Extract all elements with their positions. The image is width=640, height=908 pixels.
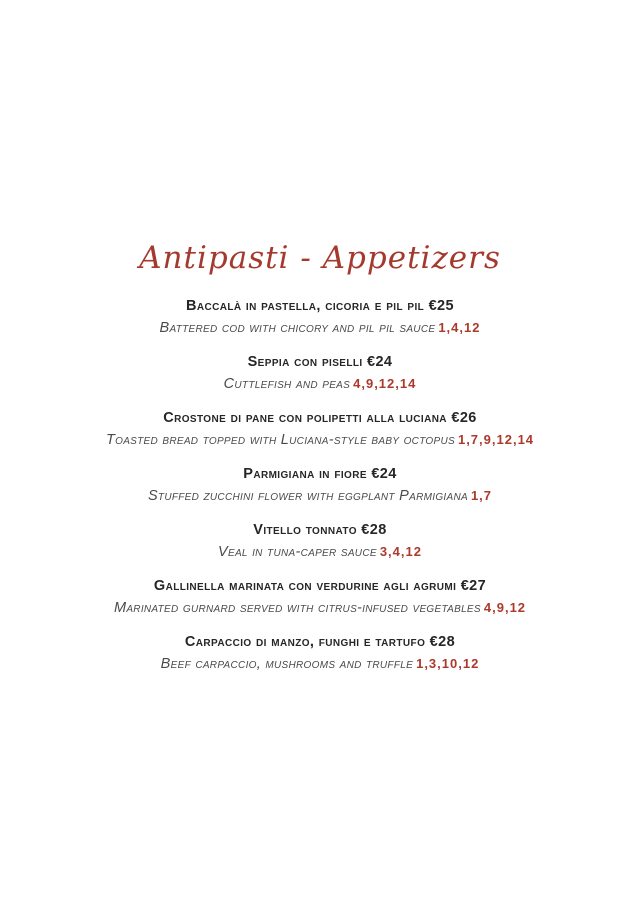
allergen-numbers: 4,9,12,14 xyxy=(353,376,417,391)
dish-description-text: Marinated gurnard served with citrus-infused vegetables xyxy=(113,600,481,616)
allergen-numbers: 1,7,9,12,14 xyxy=(457,432,535,447)
dish-description xyxy=(0,317,640,339)
menu-item xyxy=(0,463,640,507)
dish-name: Vitello tonnato €28 xyxy=(253,522,387,538)
section-title: Antipasti - Appetizers xyxy=(139,240,501,276)
dish-description-text: Battered cod with chicory and pil pil sauce xyxy=(159,320,436,336)
allergen-numbers: 3,4,12 xyxy=(379,544,422,559)
allergen-numbers: 1,3,10,12 xyxy=(416,656,480,671)
menu-items xyxy=(0,295,640,675)
dish-description-text: Beef carpaccio, mushrooms and truffle xyxy=(160,656,414,672)
dish-description-text: Stuffed zucchini flower with eggplant Parmigiana xyxy=(147,488,468,504)
dish-name: Seppia con piselli €24 xyxy=(247,354,393,370)
dish-name: Gallinella marinata con verdurine agli agrumi €27 xyxy=(153,578,487,594)
dish-description-text: Toasted bread topped with Luciana-style baby octopus xyxy=(105,432,455,448)
dish-description xyxy=(0,485,640,507)
menu-item xyxy=(0,407,640,451)
dish-description-text: Cuttlefish and peas xyxy=(223,376,351,392)
allergen-numbers: 1,7 xyxy=(470,488,493,503)
dish-name: Parmigiana in fiore €24 xyxy=(243,466,397,482)
menu-item xyxy=(0,575,640,619)
menu-item xyxy=(0,631,640,675)
dish-description xyxy=(0,373,640,395)
allergen-numbers: 4,9,12 xyxy=(483,600,527,615)
dish-description xyxy=(0,597,640,619)
allergen-numbers: 1,4,12 xyxy=(438,320,481,335)
dish-name: Baccalà in pastella, cicoria e pil pil €25 xyxy=(186,298,454,314)
dish-description-text: Veal in tuna-caper sauce xyxy=(218,544,377,560)
dish-name: Crostone di pane con polipetti alla luciana €26 xyxy=(163,410,477,426)
dish-description xyxy=(0,653,640,675)
dish-name: Carpaccio di manzo, funghi e tartufo €28 xyxy=(184,634,456,650)
menu-item xyxy=(0,519,640,563)
menu-item xyxy=(0,351,640,395)
menu-item xyxy=(0,295,640,339)
dish-description xyxy=(0,541,640,563)
dish-description xyxy=(0,429,640,451)
